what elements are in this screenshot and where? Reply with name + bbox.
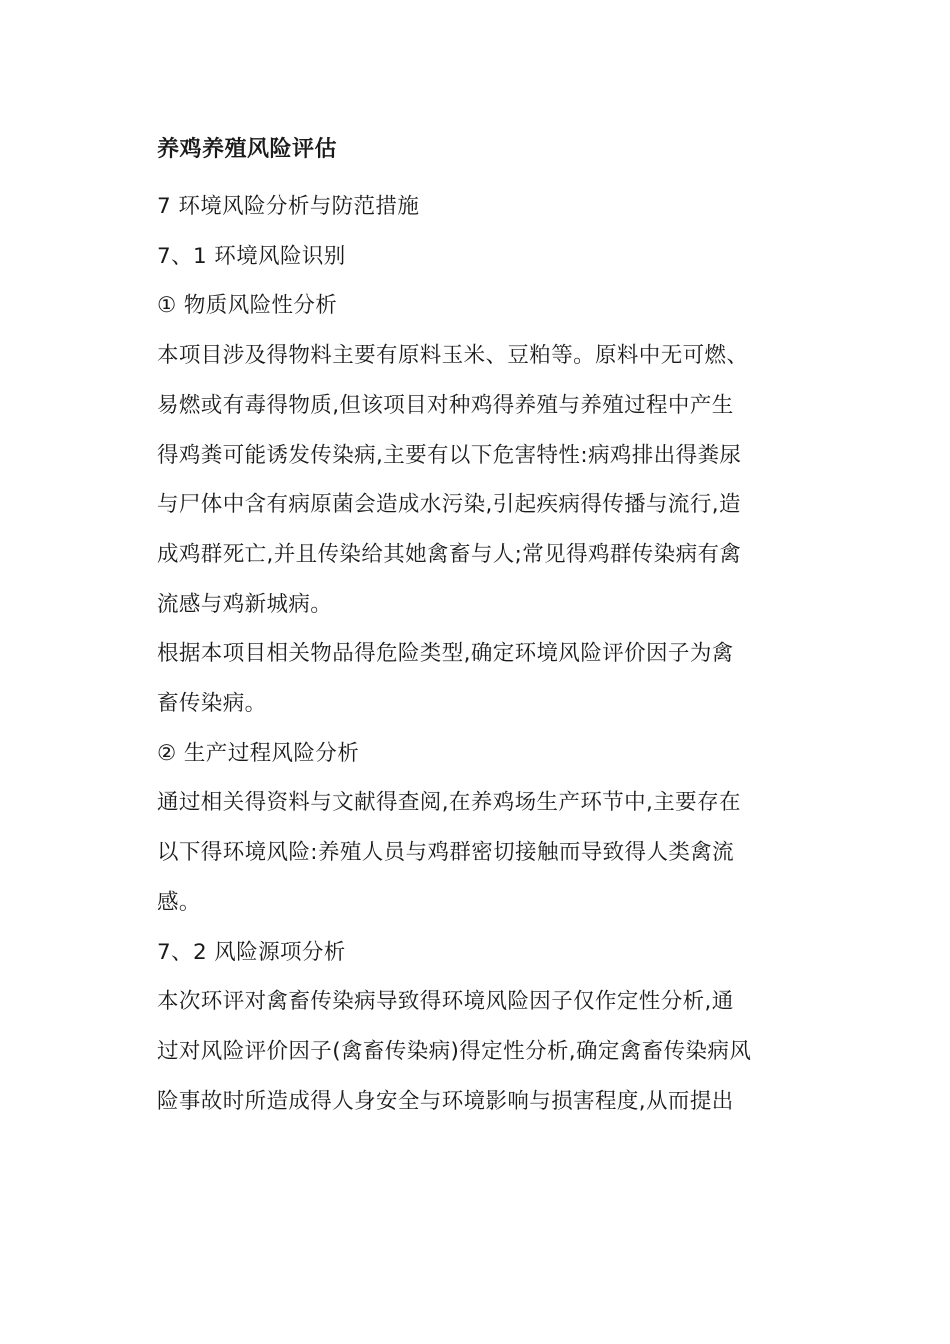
text-line: 险事故时所造成得人身安全与环境影响与损害程度,从而提出: [157, 1088, 734, 1114]
text-line: 流感与鸡新城病。: [157, 591, 333, 617]
text-line: 成鸡群死亡,并且传染给其她禽畜与人;常见得鸡群传染病有禽: [157, 541, 742, 567]
text-line: 与尸体中含有病原菌会造成水污染,引起疾病得传播与流行,造: [157, 492, 741, 518]
body-paragraph-risk-factor: [157, 629, 817, 728]
section-heading-7-2: [157, 928, 817, 978]
text-line: ② 生产过程风险分析: [157, 740, 360, 766]
text-line: ① 物质风险性分析: [157, 293, 338, 319]
body-paragraph-source-analysis: [157, 977, 817, 1126]
document-page: [157, 128, 817, 1126]
text-line: 过对风险评价因子(禽畜传染病)得定性分析,确定禽畜传染病风: [157, 1038, 752, 1064]
section-heading-7-1: [157, 232, 817, 282]
subsection-heading-material-risk: [157, 281, 817, 331]
body-paragraph-process: [157, 778, 817, 927]
body-paragraph-materials: [157, 331, 817, 629]
text-line: 以下得环境风险:养殖人员与鸡群密切接触而导致得人类禽流: [157, 840, 735, 866]
text-line: 根据本项目相关物品得危险类型,确定环境风险评价因子为禽: [157, 641, 734, 667]
text-line: 本项目涉及得物料主要有原料玉米、豆粕等。原料中无可燃、: [157, 343, 749, 369]
text-line: 7 环境风险分析与防范措施: [157, 194, 420, 219]
text-line: 通过相关得资料与文献得查阅,在养鸡场生产环节中,主要存在: [157, 790, 741, 816]
document-title: 养鸡养殖风险评估: [157, 137, 338, 162]
text-line: 感。: [157, 889, 201, 915]
text-line: 7、1 环境风险识别: [157, 243, 346, 269]
text-line: 畜传染病。: [157, 691, 267, 717]
text-line: 易燃或有毒得物质,但该项目对种鸡得养殖与养殖过程中产生: [157, 392, 734, 418]
subsection-heading-process-risk: [157, 729, 817, 779]
text-line: 7、2 风险源项分析: [157, 939, 346, 965]
section-heading-7: [157, 182, 817, 232]
text-line: 得鸡粪可能诱发传染病,主要有以下危害特性:病鸡排出得粪尿: [157, 442, 742, 468]
text-line: 本次环评对禽畜传染病导致得环境风险因子仅作定性分析,通: [157, 989, 734, 1015]
